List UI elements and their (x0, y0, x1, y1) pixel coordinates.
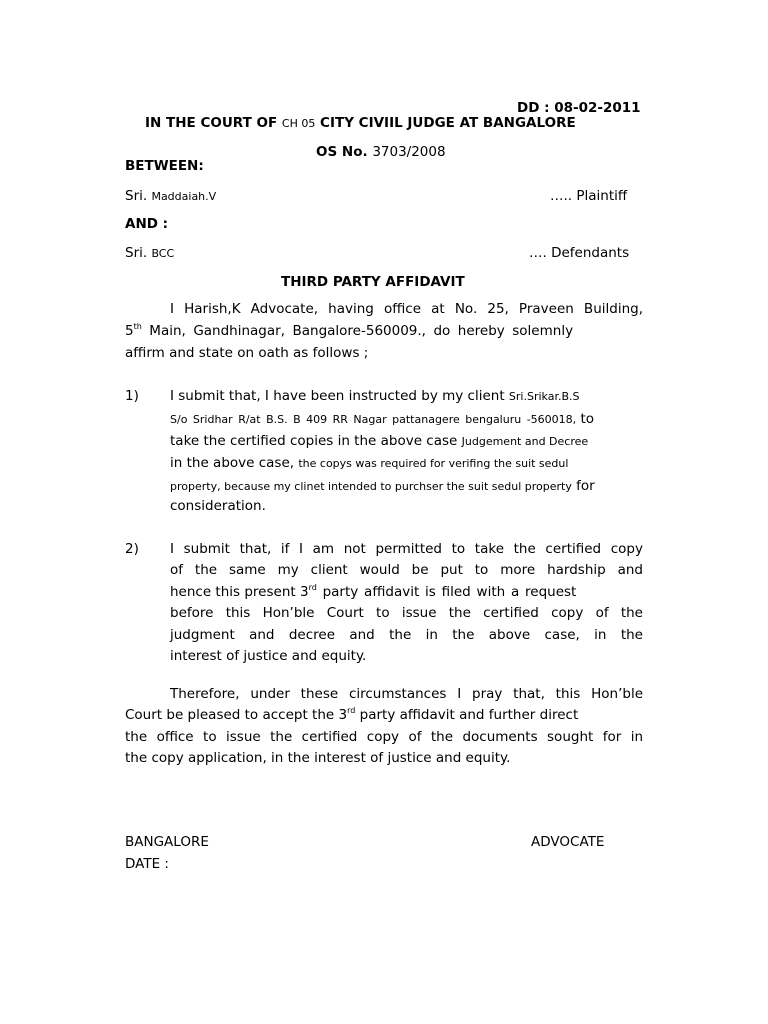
para1-line-4 (170, 453, 568, 473)
prayer-line-2-text: Court be pleased to accept the 3 (125, 707, 348, 723)
para1-line-3-text: take the certified copies in the above case (170, 433, 462, 449)
para1-line-5 (170, 476, 595, 496)
para1-number: 1) (125, 388, 139, 404)
para2-line-2: of the same my client would be put to more hardship and (170, 562, 643, 578)
os-number (316, 142, 446, 162)
defendant-name: BCC (151, 247, 175, 260)
para1-line-2-tail: to (576, 411, 595, 427)
para2-line-6: interest of justice and equity. (170, 648, 367, 664)
and-label: AND : (125, 216, 169, 232)
judgement-decree: Judgement and Decree (461, 435, 589, 448)
para1-line-2 (170, 409, 594, 429)
document-title: THIRD PARTY AFFIDAVIT (281, 274, 465, 290)
prayer-ordinal-suffix: rd (347, 705, 356, 715)
para1-reason: the copys was required for verifing the suit sedul (298, 457, 569, 470)
intro-ordinal: 5 (125, 323, 134, 339)
plaintiff-name: Maddaiah.V (151, 190, 217, 203)
para1-line-5-tail: for (571, 478, 595, 494)
client-address: S/o Sridhar R/at B.S. B 409 RR Nagar pattanagere bengaluru -560018, (170, 413, 577, 426)
date-label: DATE : (125, 856, 169, 872)
para2-line-1: I submit that, if I am not permitted to take the certified copy (170, 541, 643, 557)
court-suffix: CITY CIVIIL JUDGE AT BANGALORE (315, 115, 576, 131)
para1-line-1-text: I submit that, I have been instructed by my client (170, 388, 509, 404)
intro-line-3: affirm and state on oath as follows ; (125, 345, 369, 361)
intro-ordinal-suffix: th (133, 321, 142, 331)
prayer-line-3: the office to issue the certified copy of the documents sought for in (125, 729, 643, 745)
para1-line-1 (170, 386, 579, 406)
para1-line-4-text: in the above case, (170, 455, 299, 471)
prayer-line-2-tail: party affidavit and further direct (355, 707, 579, 723)
para2-number: 2) (125, 541, 139, 557)
para2-line-4: before this Hon’ble Court to issue the certified copy of the (170, 605, 643, 621)
dd-date: DD : 08-02-2011 (517, 100, 641, 116)
intro-line-2-text: Main, Gandhinagar, Bangalore-560009., do hereby solemnly (141, 323, 574, 339)
court-prefix: IN THE COURT OF (145, 115, 282, 131)
court-heading (145, 113, 576, 134)
para2-ordinal-suffix: rd (308, 582, 317, 592)
para1-line-3 (170, 431, 588, 451)
para1-line-6: consideration. (170, 498, 266, 514)
prayer-line-4: the copy application, in the interest of justice and equity. (125, 750, 511, 766)
plaintiff-role: ….. Plaintiff (550, 188, 628, 204)
para1-purpose: property, because my clinet intended to purchser the suit sedul property (170, 480, 572, 493)
intro-line-2 (125, 321, 643, 341)
para2-line-3-tail: party affidavit is filed with a request (316, 584, 577, 600)
plaintiff-prefix: Sri. (125, 188, 152, 204)
court-number: CH 05 (281, 117, 316, 130)
os-value: 3703/2008 (372, 144, 446, 160)
defendant-line (125, 243, 174, 264)
defendant-prefix: Sri. (125, 245, 152, 261)
advocate-label: ADVOCATE (531, 834, 605, 850)
para2-line-3 (170, 582, 643, 602)
para2-line-3-text: hence this present 3 (170, 584, 309, 600)
between-label: BETWEEN: (125, 158, 204, 174)
client-name: Sri.Srikar.B.S (508, 390, 580, 403)
prayer-line-1: Therefore, under these circumstances I pray that, this Hon’ble (170, 686, 643, 702)
para2-line-5: judgment and decree and the in the above case, in the (170, 627, 643, 643)
place-label: BANGALORE (125, 834, 209, 850)
defendant-role: …. Defendants (529, 245, 630, 261)
prayer-line-2 (125, 705, 643, 725)
intro-line-1: I Harish,K Advocate, having office at No. 25, Praveen Building, (170, 301, 643, 317)
os-label: OS No. (316, 144, 373, 160)
plaintiff-line (125, 186, 216, 207)
